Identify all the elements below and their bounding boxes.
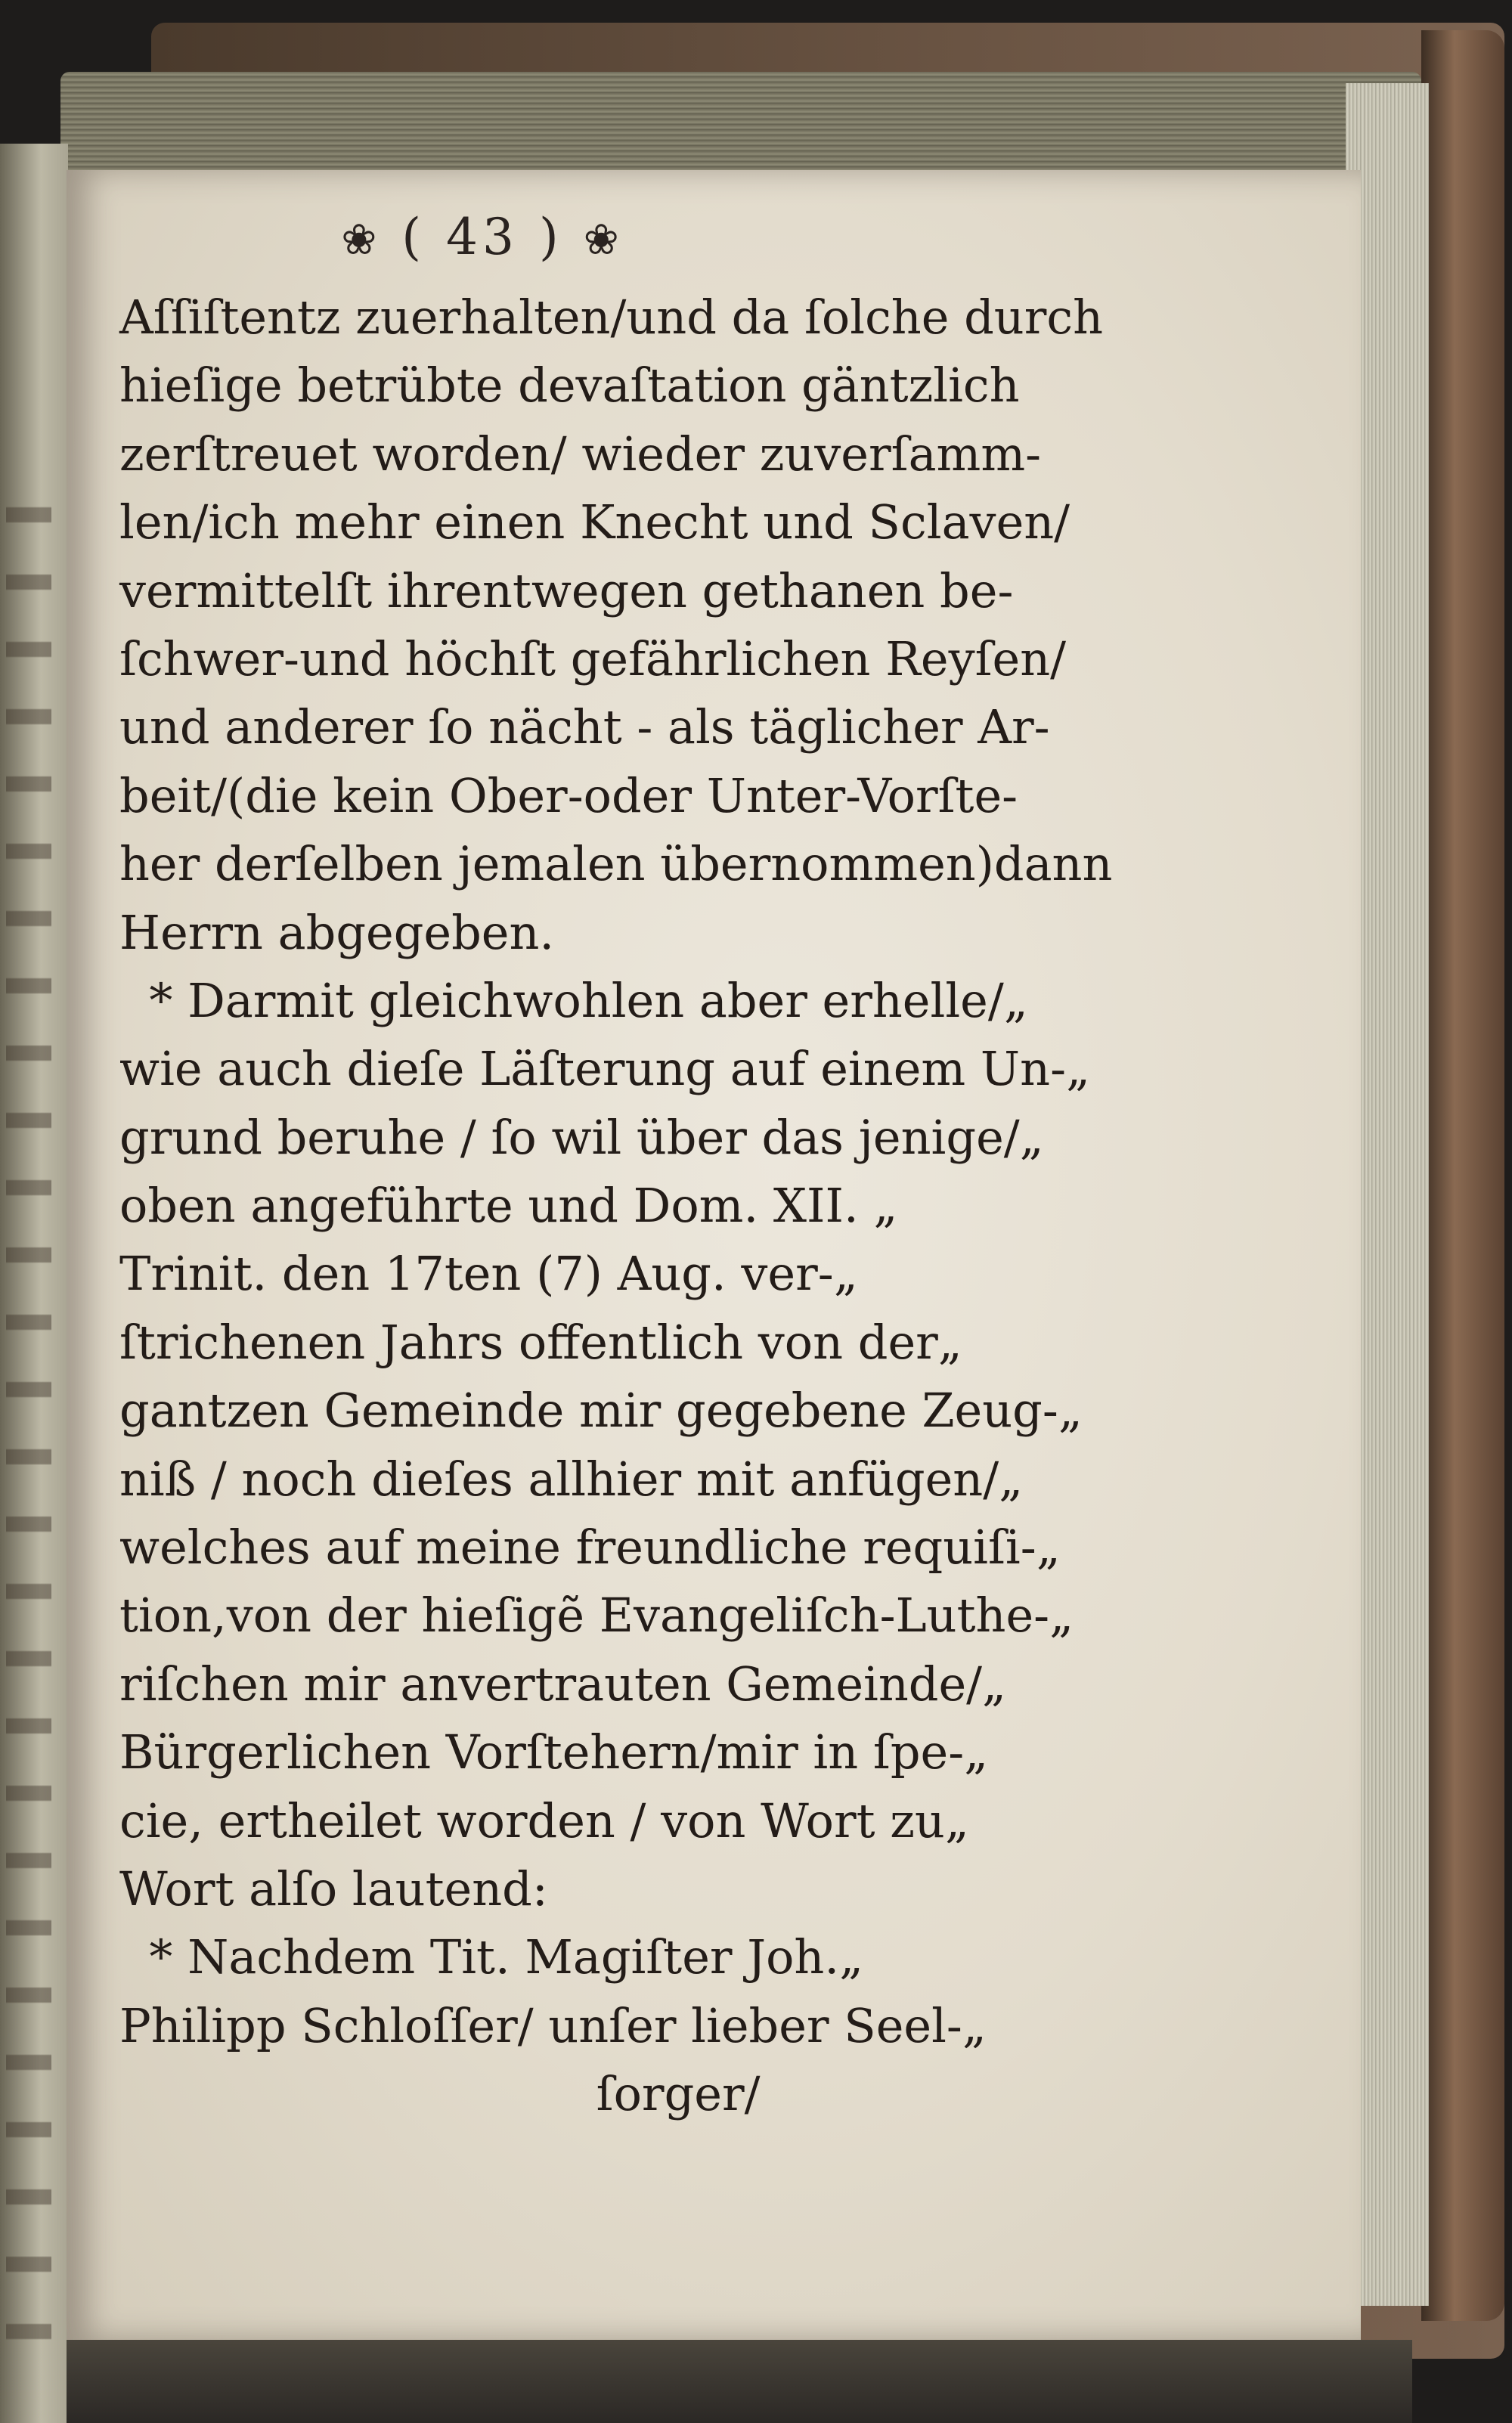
body-text (119, 284, 1253, 2129)
text-line: * Nachdem Tit. Magiſter Joh.„ (119, 1929, 864, 1985)
text-line: grund beruhe / ſo wil über das jenige/„ (119, 1109, 1044, 1165)
text-line: cie, ertheilet worden / von Wort zu„ (119, 1792, 969, 1848)
text-line: Aſſiſtentz zuerhalten/und da ſolche durch (119, 290, 1104, 345)
text-line: Wort alſo lautend: (119, 1861, 548, 1916)
text-line: her derſelben jemalen übernommen)dann (119, 836, 1113, 892)
text-line: vermittelſt ihrentwegen gethanen be- (119, 562, 1014, 618)
text-line: oben angeführte und Dom. XII. „ (119, 1178, 898, 1234)
facing-page (0, 144, 68, 2423)
text-line: Philipp Schloſſer/ unſer lieber Seel-„ (119, 1997, 987, 2053)
text-line: len/ich mehr einen Knecht und Sclaven/ (119, 494, 1070, 550)
text-line: ſtrichenen Jahrs offentlich von der„ (119, 1314, 962, 1370)
page-bottom-shadow (67, 2340, 1412, 2423)
text-line: hieſige betrübte devaſtation gäntzlich (119, 358, 1020, 414)
text-line: und anderer ſo nächt - als täglicher Ar- (119, 699, 1050, 755)
flower-ornament-icon: ❀ (341, 215, 382, 265)
text-line: Trinit. den 17ten (7) Aug. ver-„ (119, 1246, 858, 1302)
text-line: tion,von der hieſigẽ Evangeliſch-Luthe-„ (119, 1588, 1074, 1644)
text-line: * Darmit gleichwohlen aber erhelle/„ (119, 972, 1028, 1028)
text-line: welches auf meine freundliche requiſi-„ (119, 1520, 1061, 1576)
text-line: zerſtreuet worden/ wieder zuverſamm- (119, 426, 1042, 482)
page-number: ( 43 ) (401, 208, 563, 266)
text-line: beit/(die kein Ober-oder Unter-Vorſte- (119, 767, 1018, 823)
text-line: ſchwer-und höchſt gefährlichen Reyſen/ (119, 631, 1067, 686)
book-spine (1421, 30, 1504, 2321)
text-line: riſchen mir anvertrauten Gemeinde/„ (119, 1656, 1007, 1712)
page-edges-top (60, 72, 1421, 170)
text-line: Bürgerlichen Vorſtehern/mir in ſpe-„ (119, 1724, 989, 1780)
text-line: gantzen Gemeinde mir gegebene Zeug-„ (119, 1383, 1083, 1439)
text-line: wie auch dieſe Läſterung auf einem Un-„ (119, 1041, 1091, 1097)
text-line: Herrn abgegeben. (119, 904, 555, 960)
book-page (67, 170, 1361, 2340)
page-number-header (67, 208, 898, 266)
facing-page-text (6, 461, 51, 2351)
flower-ornament-icon: ❀ (583, 215, 624, 265)
text-line: niß / noch dieſes allhier mit anfügen/„ (119, 1451, 1024, 1507)
text-line: ſorger/ (119, 2066, 761, 2122)
